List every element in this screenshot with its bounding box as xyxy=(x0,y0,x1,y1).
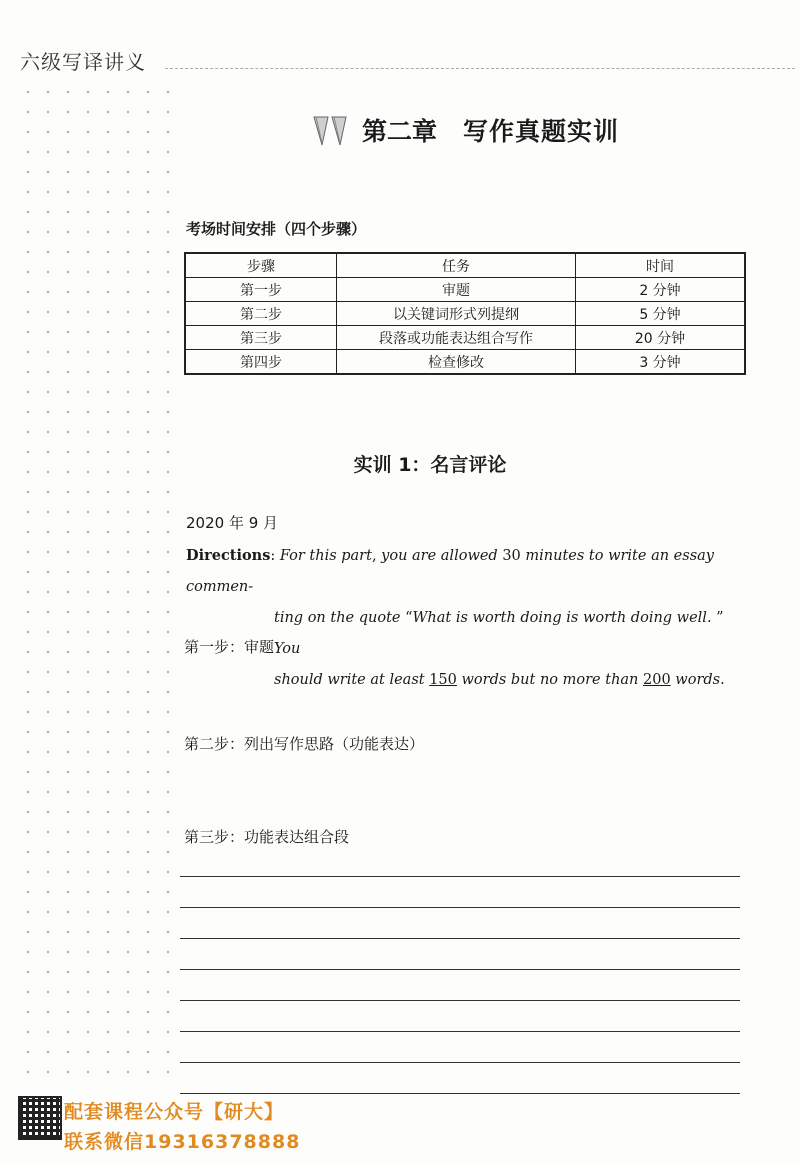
column-header-task: 任务 xyxy=(337,253,576,278)
column-header-step: 步骤 xyxy=(185,253,337,278)
writing-line xyxy=(180,1093,740,1094)
chapter-heading xyxy=(312,110,619,150)
directions-label: Directions xyxy=(186,547,271,564)
cell-task: 审题 xyxy=(337,278,576,302)
step-1-heading: 第一步：审题 xyxy=(184,638,275,656)
exam-date: 2020 年 9 月 xyxy=(186,514,279,532)
cell-time: 3 分钟 xyxy=(576,350,746,375)
directions-paragraph xyxy=(186,540,746,696)
cell-time: 20 分钟 xyxy=(576,326,746,350)
footer-promo-line-2: 联系微信19316378888 xyxy=(64,1131,301,1153)
directions-text: should write at least xyxy=(274,672,425,688)
schedule-table xyxy=(184,252,746,375)
min-words: 150 xyxy=(429,672,457,688)
directions-text: words. xyxy=(675,672,725,688)
table-row xyxy=(185,350,745,375)
directions-text: You xyxy=(274,641,301,657)
schedule-title: 考场时间安排（四个步骤） xyxy=(186,220,367,238)
directions-text: , xyxy=(371,548,382,564)
quote-mark: ” xyxy=(711,610,724,626)
writing-line xyxy=(180,876,740,877)
writing-line xyxy=(180,907,740,908)
footer-promo-line-1: 配套课程公众号【研大】 xyxy=(64,1101,285,1123)
writing-line xyxy=(180,969,740,970)
max-words: 200 xyxy=(643,672,671,688)
column-header-time: 时间 xyxy=(576,253,746,278)
section-title: 实训 1：名言评论 xyxy=(353,454,507,476)
writing-line xyxy=(180,938,740,939)
table-row xyxy=(185,278,745,302)
dot-grid-margin xyxy=(18,82,178,1082)
table-header-row xyxy=(185,253,745,278)
directions-continuation xyxy=(186,665,746,696)
chapter-number: 第二章 xyxy=(362,117,438,146)
header-divider xyxy=(165,68,795,69)
directions-text: : xyxy=(270,548,280,564)
cell-step: 第二步 xyxy=(185,302,337,326)
cell-step: 第四步 xyxy=(185,350,337,375)
table-row xyxy=(185,302,745,326)
step-3-heading: 第三步：功能表达组合段 xyxy=(184,828,350,846)
directions-text: words but no more than xyxy=(461,672,639,688)
quote-text: What is worth doing is worth doing well. xyxy=(412,610,712,626)
directions-time: 30 xyxy=(497,548,526,564)
directions-text: ting on the quote xyxy=(274,610,401,626)
directions-text: minutes to write an essay commen- xyxy=(186,548,714,595)
cell-task: 检查修改 xyxy=(337,350,576,375)
running-header: 六级写译讲义 xyxy=(20,50,146,74)
chapter-name: 写作真题实训 xyxy=(463,117,620,146)
cell-step: 第一步 xyxy=(185,278,337,302)
cell-step: 第三步 xyxy=(185,326,337,350)
cell-task: 以关键词形式列提纲 xyxy=(337,302,576,326)
directions-text: For this part xyxy=(279,548,372,564)
cell-time: 2 分钟 xyxy=(576,278,746,302)
qr-code-icon xyxy=(18,1096,62,1140)
step-2-heading: 第二步：列出写作思路（功能表达） xyxy=(184,735,425,753)
table-row xyxy=(185,326,745,350)
cell-task: 段落或功能表达组合写作 xyxy=(337,326,576,350)
cell-time: 5 分钟 xyxy=(576,302,746,326)
writing-line xyxy=(180,1062,740,1063)
chapter-ornament-icon xyxy=(312,113,356,147)
quote-mark: “ xyxy=(400,610,413,626)
writing-line xyxy=(180,1000,740,1001)
directions-text: you are allowed xyxy=(381,548,498,564)
writing-line xyxy=(180,1031,740,1032)
